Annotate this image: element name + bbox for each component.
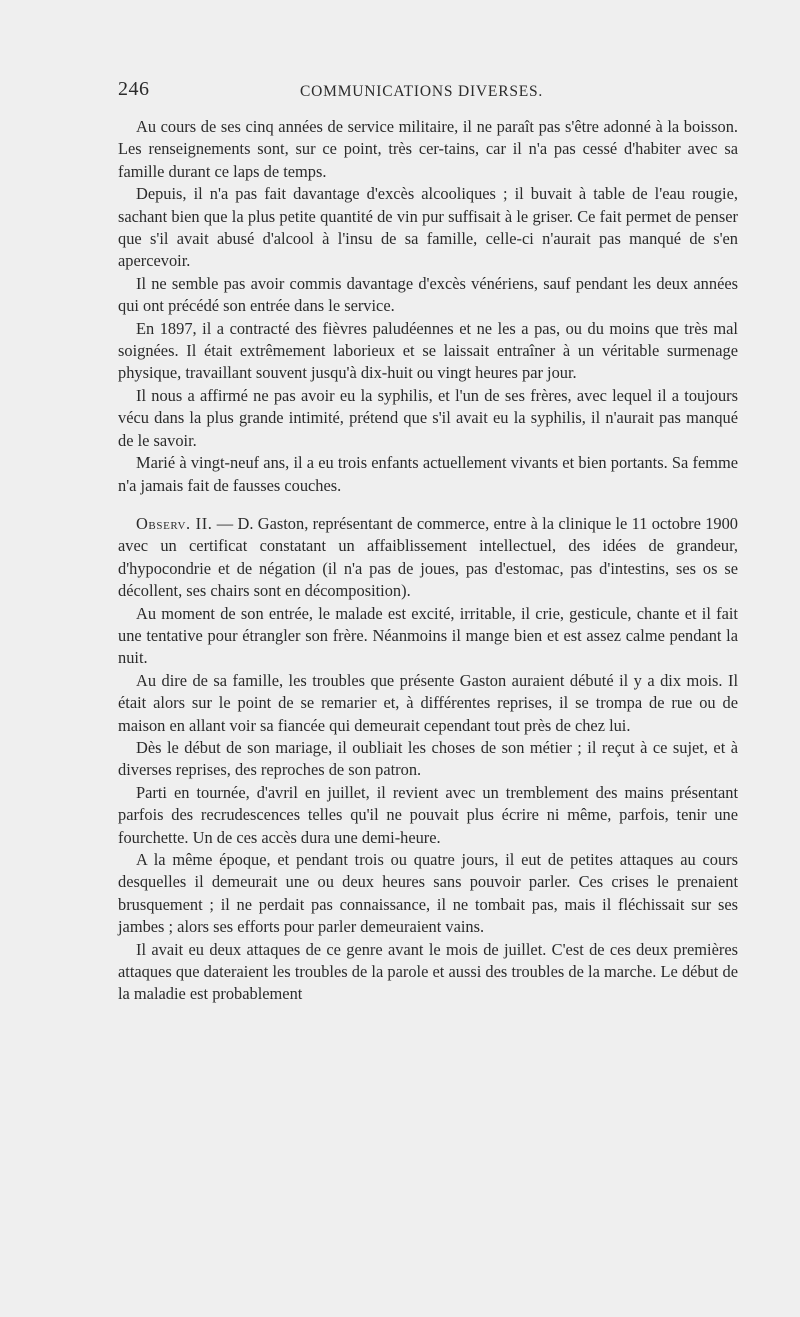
- paragraph: Au dire de sa famille, les troubles que présente Gaston auraient débuté il y a dix mois. Il était alors sur le point de se remarier et, à différentes reprises, il se trompa de rue ou de maison en allant voir sa fiancée qui demeurait cependant tout près de chez lui.: [118, 670, 738, 735]
- observation-label: Observ. II.: [136, 513, 213, 533]
- paragraph: Il avait eu deux attaques de ce genre avant le mois de juillet. C'est de ces deux premières attaques que dateraient les troubles de la parole et aussi des troubles de la marche. Le début de la maladie est probablement: [118, 939, 738, 1004]
- paragraph: Parti en tournée, d'avril en juillet, il revient avec un tremblement des mains présentant parfois des recrudescences telles qu'il ne pouvait plus écrire ni même, parfois, tenir une fourchette. Un de ces accès dura une demi-heure.: [118, 782, 738, 847]
- paragraph: Au moment de son entrée, le malade est excité, irritable, il crie, gesticule, chante et il fait une tentative pour étrangler son frère. Néanmoins il mange bien et est assez calme pendant la nuit.: [118, 603, 738, 668]
- observation-paragraph: [118, 513, 738, 603]
- running-head: COMMUNICATIONS DIVERSES.: [300, 83, 544, 100]
- paragraph: En 1897, il a contracté des fièvres paludéennes et ne les a pas, ou du moins que très mal soignées. Il était extrêmement laborieux et se laissait entraîner à un véritable surmenage physique, travaillant souvent jusqu'à dix-huit ou vingt heures par jour.: [118, 318, 738, 383]
- page-number: 246: [118, 78, 150, 100]
- paragraph: Marié à vingt-neuf ans, il a eu trois enfants actuellement vivants et bien portants. Sa femme n'a jamais fait de fausses couches.: [118, 453, 738, 495]
- observation-text: — D. Gaston, représentant de commerce, entre à la clinique le 11 octobre 1900 avec un certificat constatant un affaiblissement intellectuel, des idées de grandeur, d'hypocondrie et de négation (il n'a pas de joues, pas d'estomac, pas d'intestins, ses os se décollent, ses chairs sont en décomposition).: [118, 513, 738, 601]
- paragraph: Au cours de ses cinq années de service militaire, il ne paraît pas s'être adonné à la boisson. Les renseignements sont, sur ce point, très cer-tains, car il n'a pas cessé d'habiter avec sa famille durant ce laps de temps.: [118, 117, 738, 181]
- paragraph: A la même époque, et pendant trois ou quatre jours, il eut de petites attaques au cours desquelles il demeurait une ou deux heures sans pouvoir parler. Ces crises le prenaient brusquement ; il ne perdait pas connaissance, il ne tombait pas, mais il fléchissait sur ses jambes ; alors ses efforts pour parler demeuraient vains.: [118, 850, 738, 937]
- paragraph: Dès le début de son mariage, il oubliait les choses de son métier ; il reçut à ce sujet, et à diverses reprises, des reproches de son patron.: [118, 737, 738, 780]
- paragraph: Il nous a affirmé ne pas avoir eu la syphilis, et l'un de ses frères, avec lequel il a toujours vécu dans la plus grande intimité, prétend que s'il avait eu la syphilis, il n'aurait pas manqué de le savoir.: [118, 385, 738, 450]
- paragraph: Il ne semble pas avoir commis davantage d'excès vénériens, sauf pendant les deux années qui ont précédé son entrée dans le service.: [118, 273, 738, 316]
- page-header: [118, 78, 738, 104]
- body-text: [118, 116, 738, 1006]
- paragraph: Depuis, il n'a pas fait davantage d'excès alcooliques ; il buvait à table de l'eau rougie, sachant bien que la plus petite quantité de vin pur suffisait à le griser. Ce fait permet de penser que s'il avait abusé d'alcool à l'insu de sa famille, celle-ci n'aurait pas manqué de s'en apercevoir.: [118, 184, 738, 271]
